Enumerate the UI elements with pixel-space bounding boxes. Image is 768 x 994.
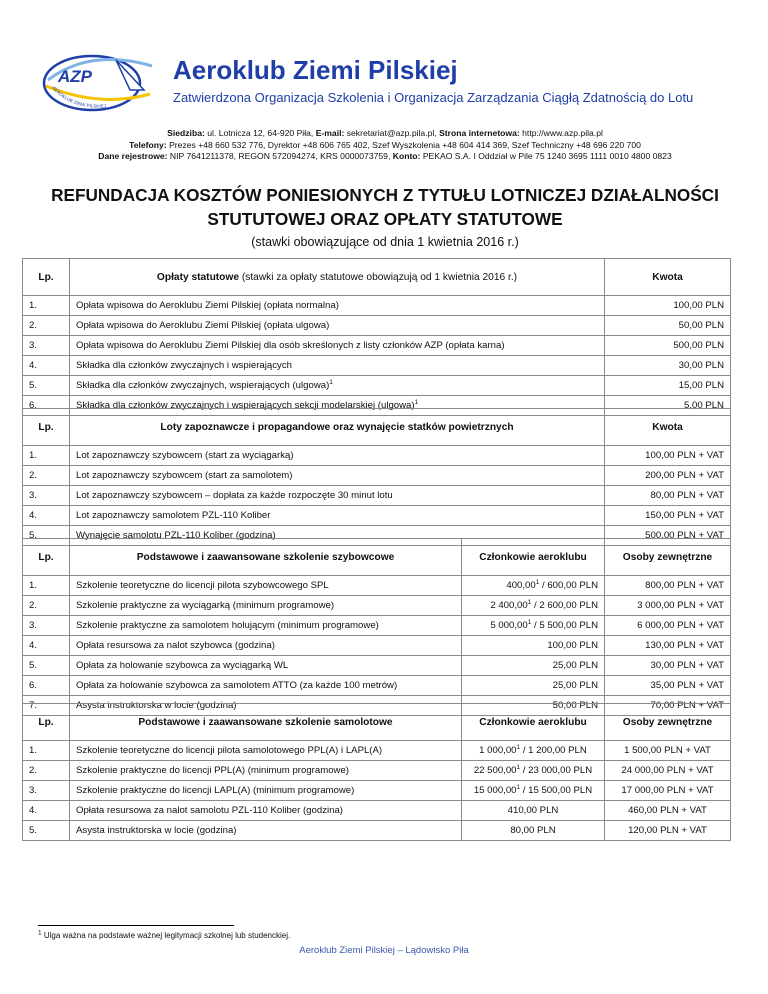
table-header: Lp. Opłaty statutowe (stawki za opłaty statutowe obowiązują od 1 kwietnia 2016 r.) Kwota (23, 259, 731, 296)
letterhead (40, 50, 740, 112)
contact-block (40, 128, 730, 163)
table-row: 6. Opłata za holowanie szybowca za samolotem ATTO (za każde 100 metrów) 25,00 PLN 35,00 PLN + VAT (23, 676, 731, 696)
table-row: 2. Szkolenie praktyczne za wyciągarką (minimum programowe) 2 400,00$^1$ / 2 600,00 PLN 3 000,00 PLN + VAT (23, 596, 731, 616)
footnote: $^1$ Ulga ważna na podstawie ważnej legitymacji szkolnej lub studenckiej. (38, 929, 291, 940)
airplane-training-table (22, 703, 731, 841)
table-row: 5. Wynajęcie samolotu PZL-110 Koliber (godzina) 500,00 PLN + VAT (23, 526, 731, 546)
table-row: 4. Opłata resursowa za nalot szybowca (godzina) 100,00 PLN 130,00 PLN + VAT (23, 636, 731, 656)
table-row: 1. Szkolenie teoretyczne do licencji pilota samolotowego PPL(A) i LAPL(A) 1 000,00$^1$ / 1 200,00 PLN 1 500,00 PLN + VAT (23, 741, 731, 761)
statutory-fees-table (22, 258, 731, 416)
table-row: 4. Lot zapoznawczy samolotem PZL-110 Koliber 150,00 PLN + VAT (23, 506, 731, 526)
footnote-divider (38, 925, 234, 926)
email-link[interactable]: sekretariat@azp.pila.pl, (346, 128, 437, 138)
intro-flights-table (22, 408, 731, 546)
table-row: 2. Opłata wpisowa do Aeroklubu Ziemi Pilskiej (opłata ulgowa) 50,00 PLN (23, 316, 731, 336)
table-row: 5. Asysta instruktorska w locie (godzina) 80,00 PLN 120,00 PLN + VAT (23, 821, 731, 841)
glider-training-table (22, 538, 731, 716)
table-row: 1. Lot zapoznawczy szybowcem (start za wyciągarką) 100,00 PLN + VAT (23, 446, 731, 466)
footnote-ref: 1 (414, 398, 419, 406)
table-header: Lp. Podstawowe i zaawansowane szkolenie szybowcowe Członkowie aeroklubu Osoby zewnętrzne (23, 539, 731, 576)
page-footer: Aeroklub Ziemi Pilskiej – Lądowisko Piła (299, 945, 469, 956)
aeroklub-logo (40, 50, 162, 112)
contact-line-3: Dane rejestrowe: NIP 7641211378, REGON 572094274, KRS 0000073759, Konto: PEKAO S.A. I Oddział w Pile 75 1240 3695 1111 0010 4800 0823 (98, 151, 672, 162)
contact-line-1: Siedziba: ul. Lotnicza 12, 64-920 Piła, E-mail: sekretariat@azp.pila.pl, Strona internetowa: http://www.azp.pila.pl (167, 128, 603, 138)
table-row: 4. Opłata resursowa za nalot samolotu PZL-110 Koliber (godzina) 410,00 PLN 460,00 PLN + VAT (23, 801, 731, 821)
organization-subtitle: Zatwierdzona Organizacja Szkolenia i Organizacja Zarządzania Ciągłą Zdatnością do Lotu (173, 90, 694, 105)
table-header: Lp. Loty zapoznawcze i propagandowe oraz wynajęcie statków powietrznych Kwota (23, 409, 731, 446)
table-row: 4. Składka dla członków zwyczajnych i wspierających 30,00 PLN (23, 356, 731, 376)
table-row: 5. Opłata za holowanie szybowca za wyciągarką WL 25,00 PLN 30,00 PLN + VAT (23, 656, 731, 676)
table-row: 1. Szkolenie teoretyczne do licencji pilota szybowcowego SPL 400,00$^1$ / 600,00 PLN 800,00 PLN + VAT (23, 576, 731, 596)
footnote-ref: 1 (329, 378, 333, 386)
table-row: 2. Szkolenie praktyczne do licencji PPL(A) (minimum programowe) 22 500,00$^1$ / 23 000,00 PLN 24 000,00 PLN + VAT (23, 761, 731, 781)
logo-azp-text: AZP (58, 67, 92, 86)
table-row: 1. Opłata wpisowa do Aeroklubu Ziemi Pilskiej (opłata normalna) 100,00 PLN (23, 296, 731, 316)
contact-line-2: Telefony: Prezes +48 660 532 776, Dyrektor +48 606 765 402, Szef Wyszkolenia +48 604 414 369, Szef Techniczny +48 696 220 700 (129, 139, 641, 150)
table-row: 5. Składka dla członków zwyczajnych, wspierających (ulgowa)$^1$ 15,00 PLN (23, 376, 731, 396)
table-row: 7. Asysta instruktorska w locie (godzina) 50,00 PLN 70,00 PLN + VAT (23, 696, 731, 716)
website-link[interactable]: http://www.azp.pila.pl (522, 128, 603, 138)
validity-note: (stawki obowiązujące od dnia 1 kwietnia 2016 r.) (251, 235, 519, 249)
organization-name: Aeroklub Ziemi Pilskiej (173, 55, 458, 85)
document-title: REFUNDACJA KOSZTÓW PONIESIONYCH Z TYTUŁU LOTNICZEJ DZIAŁALNOŚCI STUTUTOWEJ ORAZ OPŁATY STATUTOWE (51, 185, 719, 229)
table-row: 3. Lot zapoznawczy szybowcem – dopłata za każde rozpoczęte 30 minut lotu 80,00 PLN + VAT (23, 486, 731, 506)
table-row: 3. Szkolenie praktyczne do licencji LAPL(A) (minimum programowe) 15 000,00$^1$ / 15 500,00 PLN 17 000,00 PLN + VAT (23, 781, 731, 801)
logo-ring-text: AEROKLUB ZIEMI PILSKIEJ (51, 85, 107, 109)
table-header: Lp. Podstawowe i zaawansowane szkolenie samolotowe Członkowie aeroklubu Osoby zewnętrzne (23, 704, 731, 741)
table-row: 2. Lot zapoznawczy szybowcem (start za samolotem) 200,00 PLN + VAT (23, 466, 731, 486)
table-row: 3. Opłata wpisowa do Aeroklubu Ziemi Pilskiej dla osób skreślonych z listy członków AZP (opłata karna) 500,00 PLN (23, 336, 731, 356)
table-row: 6. Składka dla członków zwyczajnych i wspierających sekcji modelarskiej (ulgowa)$^1$ 5,00 PLN (23, 396, 731, 416)
table-row: 3. Szkolenie praktyczne za samolotem holującym (minimum programowe) 5 000,00$^1$ / 5 500,00 PLN 6 000,00 PLN + VAT (23, 616, 731, 636)
